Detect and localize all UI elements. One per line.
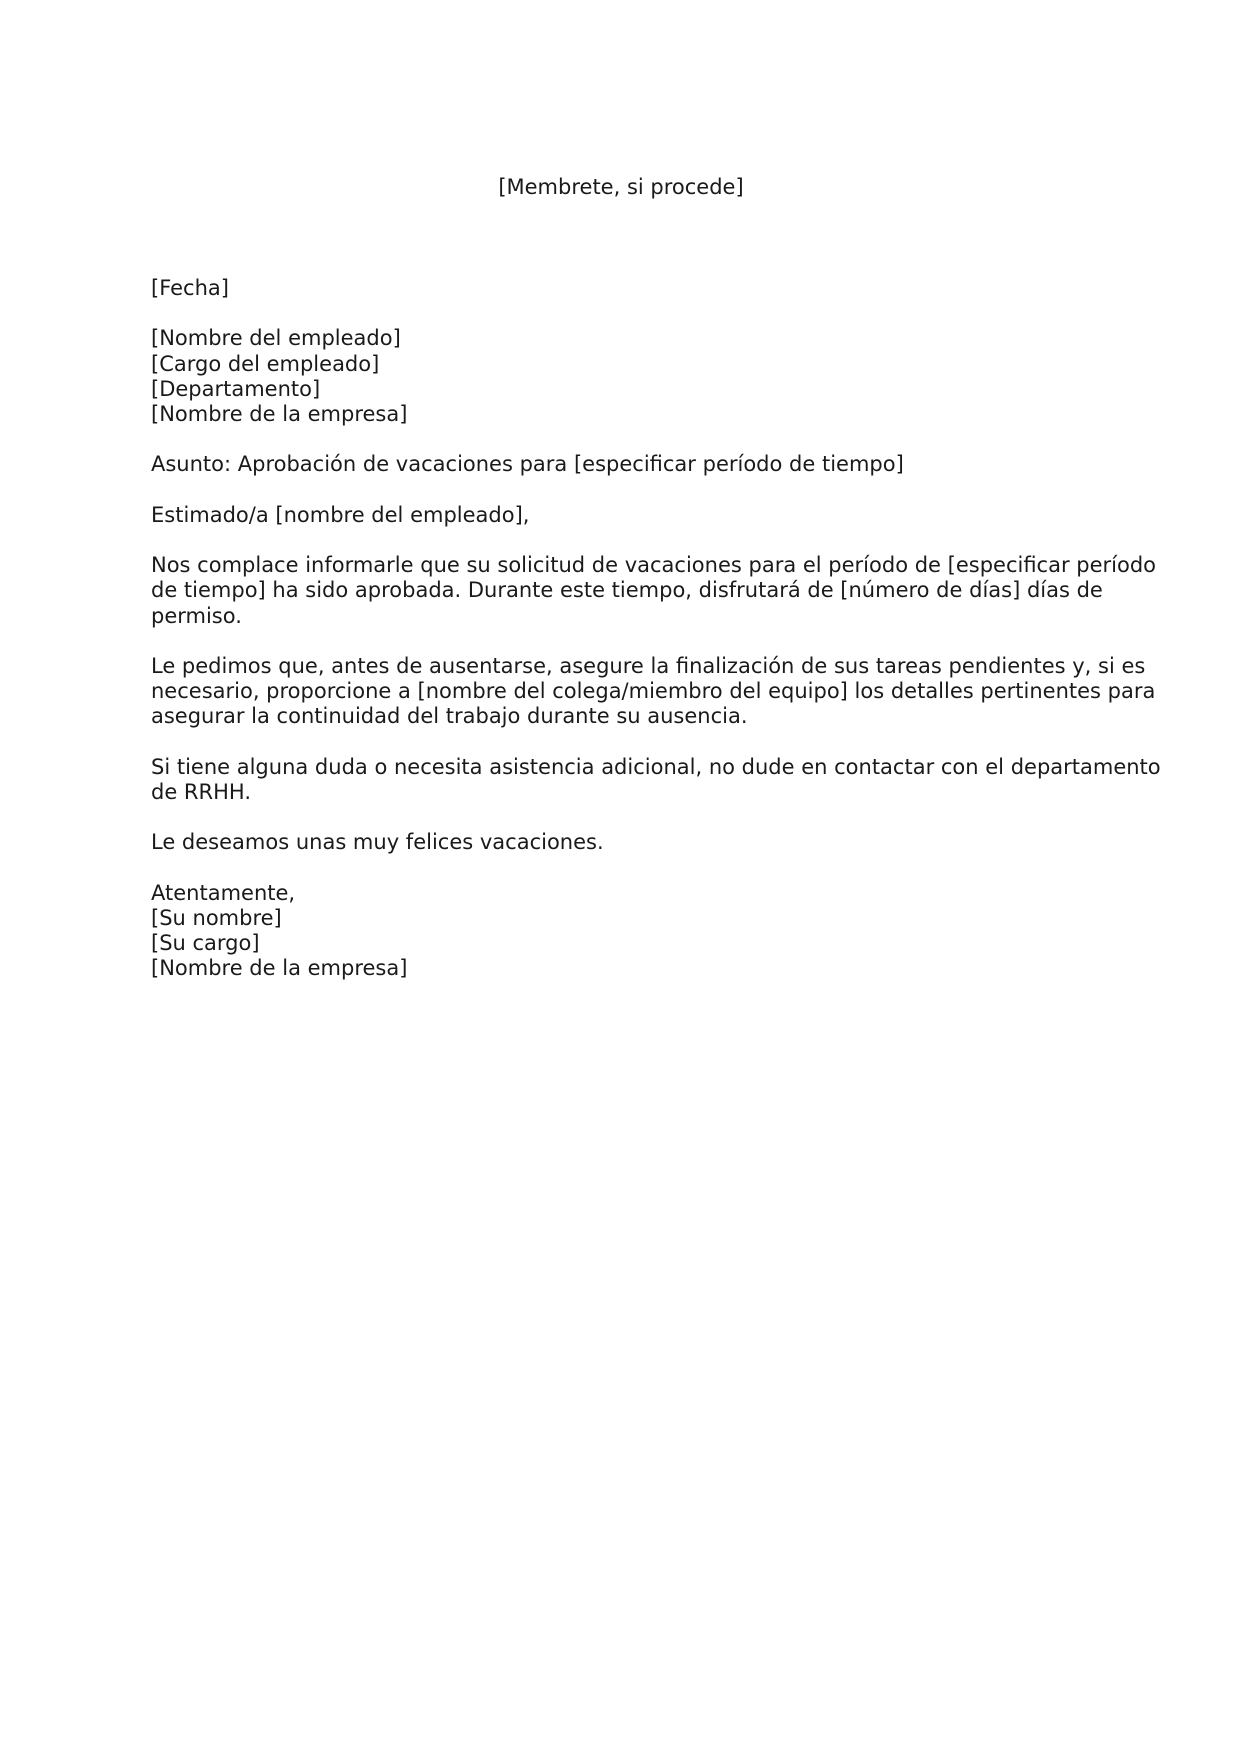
- subject-line: Asunto: Aprobación de vacaciones para [especificar período de tiempo]: [151, 452, 904, 477]
- spacer: [151, 805, 1091, 830]
- paragraph-line: Le deseamos unas muy felices vacaciones.: [151, 830, 604, 855]
- spacer: [151, 427, 1091, 452]
- spacer: [151, 856, 1091, 881]
- spacer: [151, 528, 1091, 553]
- closing-block: [151, 881, 1091, 982]
- paragraph-line: Nos complace informarle que su solicitud de vacaciones para el período de [especificar período: [151, 553, 1157, 578]
- spacer: [151, 478, 1091, 503]
- paragraph-approval: [151, 553, 1157, 629]
- letterhead: [Membrete, si procede]: [498, 175, 744, 199]
- sender-position: [Su cargo]: [151, 931, 260, 956]
- paragraph-line: Si tiene alguna duda o necesita asistencia adicional, no dude en contactar con el departamento: [151, 754, 1161, 779]
- closing-salutation: Atentamente,: [151, 880, 296, 905]
- paragraph-line: Le pedimos que, antes de ausentarse, asegure la finalización de sus tareas pendientes y, si es: [151, 653, 1146, 678]
- recipient-company: [Nombre de la empresa]: [151, 402, 408, 426]
- paragraph-line: permiso.: [151, 603, 242, 628]
- sender-company: [Nombre de la empresa]: [151, 956, 408, 981]
- paragraph-handover: [151, 653, 1156, 730]
- paragraph-line: de tiempo] ha sido aprobada. Durante este tiempo, disfrutará de [número de días] días de: [151, 578, 1103, 603]
- recipient-block: [151, 326, 1091, 427]
- paragraph-wishes: [151, 830, 1091, 855]
- spacer: [151, 301, 1091, 326]
- greeting: Estimado/a [nombre del empleado],: [151, 502, 530, 527]
- paragraph-line: de RRHH.: [151, 779, 251, 804]
- paragraph-line: necesario, proporcione a [nombre del colega/miembro del equipo] los detalles pertinentes para: [151, 679, 1156, 704]
- recipient-position: [Cargo del empleado]: [151, 351, 380, 376]
- spacer: [151, 629, 1091, 654]
- recipient-department: [Departamento]: [151, 376, 321, 401]
- spacer: [151, 730, 1091, 755]
- date: [Fecha]: [151, 276, 229, 300]
- paragraph-contact: [151, 754, 1161, 805]
- paragraph-line: asegurar la continuidad del trabajo durante su ausencia.: [151, 704, 748, 729]
- letter-body: [151, 276, 1161, 982]
- recipient-name: [Nombre del empleado]: [151, 326, 401, 351]
- sender-name: [Su nombre]: [151, 905, 282, 930]
